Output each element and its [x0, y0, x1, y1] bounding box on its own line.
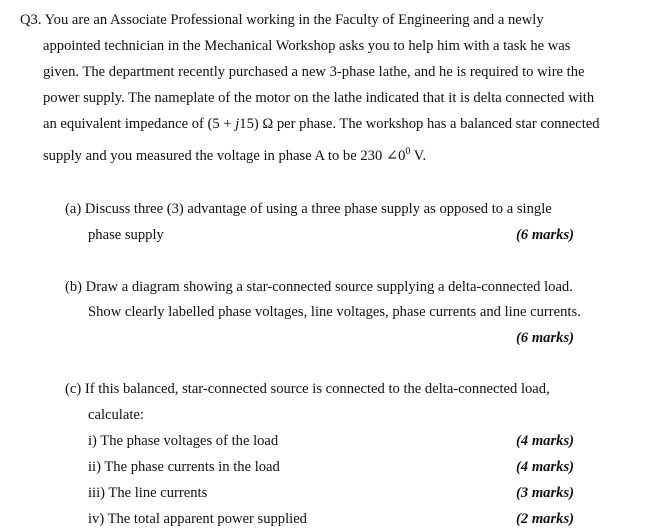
part-c-line-1: (c) If this balanced, star-connected source is connected to the delta-connected load, [65, 381, 550, 397]
part-c-item-2-marks: (4 marks) [516, 459, 574, 475]
question-line-1: Q3. You are an Associate Professional working in the Faculty of Engineering and a newly [20, 12, 544, 28]
part-c-item-3: iii) The line currents [88, 485, 208, 501]
part-c-item-1: i) The phase voltages of the load [88, 433, 279, 449]
impedance-prefix: an equivalent impedance of (5 + [43, 116, 236, 132]
part-c-item-3-marks: (3 marks) [516, 485, 574, 501]
impedance-suffix: 15) Ω per phase. The workshop has a balanced star connected [239, 116, 600, 132]
part-c-item-1-marks: (4 marks) [516, 433, 574, 449]
voltage-prefix: supply and you measured the voltage in phase A to be 230 [43, 148, 386, 164]
part-c-item-2: ii) The phase currents in the load [88, 459, 280, 475]
question-line-2: appointed technician in the Mechanical Workshop asks you to help him with a task he was [43, 38, 571, 54]
voltage-suffix: V. [410, 148, 427, 164]
angle-symbol: ∠ [385, 148, 399, 164]
impedance-j: j [235, 116, 240, 132]
part-b-marks: (6 marks) [516, 330, 574, 346]
part-a-line-2: phase supply [88, 227, 164, 243]
part-b-line-2: Show clearly labelled phase voltages, line voltages, phase currents and line currents. [88, 304, 581, 320]
question-line-6 [43, 147, 426, 165]
part-a-line-1: (a) Discuss three (3) advantage of using a three phase supply as opposed to a single [65, 201, 552, 217]
degree-symbol: 0 [405, 146, 411, 157]
question-line-3: given. The department recently purchased a new 3-phase lathe, and he is required to wire the [43, 64, 585, 80]
part-c-item-4-marks: (2 marks) [516, 511, 574, 527]
angle-value: 0 [398, 148, 406, 164]
part-b-line-1: (b) Draw a diagram showing a star-connected source supplying a delta-connected load. [65, 279, 573, 295]
part-a-marks: (6 marks) [516, 227, 574, 243]
part-c-item-4: iv) The total apparent power supplied [88, 511, 307, 527]
question-line-4: power supply. The nameplate of the motor on the lathe indicated that it is delta connected with [43, 90, 595, 106]
part-c-line-2: calculate: [88, 407, 144, 423]
question-line-5 [43, 115, 600, 133]
